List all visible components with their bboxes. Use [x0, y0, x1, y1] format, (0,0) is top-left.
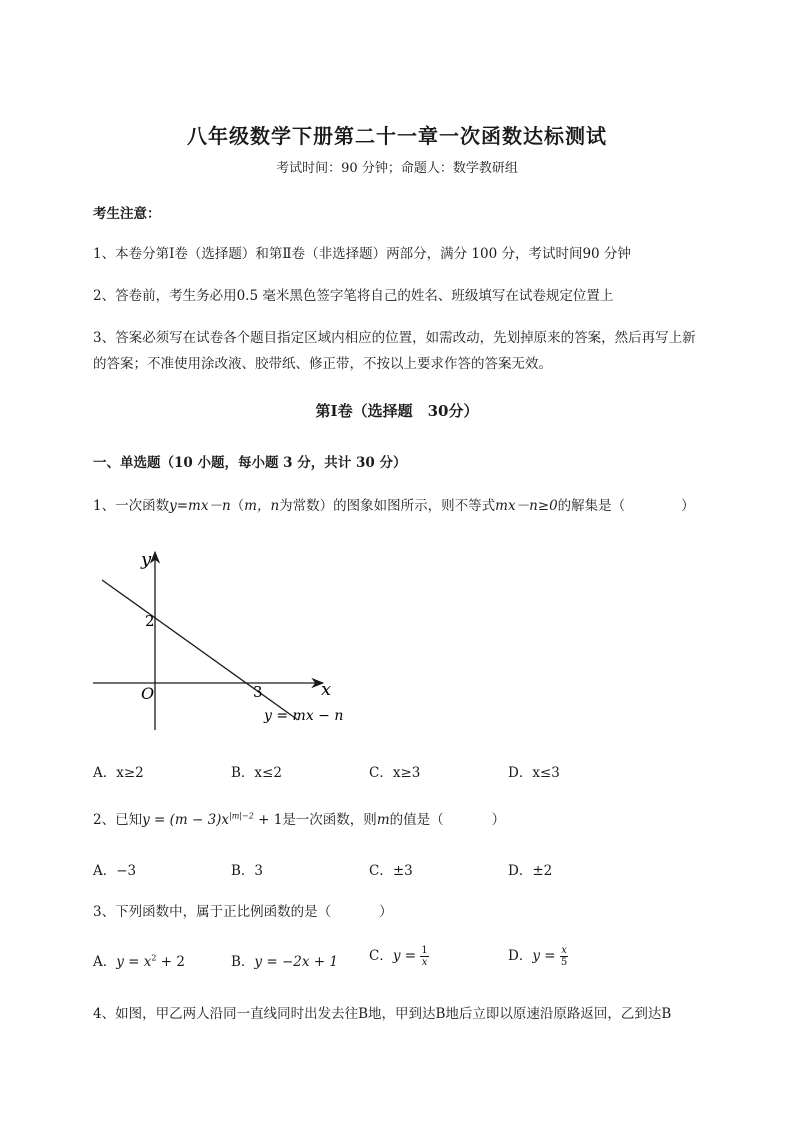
q2-close: ）	[491, 812, 506, 828]
notice-heading: 考生注意：	[93, 206, 161, 222]
origin-label: O	[141, 684, 155, 703]
q2-option-c[interactable]: C．±3	[369, 863, 413, 879]
notice-item-1: 1、本卷分第Ⅰ卷（选择题）和第Ⅱ卷（非选择题）两部分，满分 100 分，考试时间90 分钟	[93, 246, 631, 262]
q3-a-label: A．	[93, 954, 117, 970]
q2-suffix: 是一次函数，则	[282, 812, 377, 828]
question-4: 4、如图，甲乙两人沿同一直线同时出发去往B地，甲到达B地后立即以原速沿原路返回，乙到达B	[93, 1006, 672, 1022]
q1-expr: y=mx－n	[169, 498, 231, 514]
q3-c-fraction	[420, 945, 428, 968]
q3-option-b[interactable]	[231, 950, 338, 970]
notice-item-2: 2、答卷前，考生务必用0.5 毫米黑色签字笔将自己的姓名、班级填写在试卷规定位置上	[93, 288, 614, 304]
q3-text: 3、下列函数中，属于正比例函数的是（	[93, 904, 332, 920]
q1-prefix: 1、一次函数	[93, 498, 170, 514]
q2-var: m	[376, 812, 390, 828]
q3-d-num: x	[561, 945, 567, 956]
q2-suffix2: 的值是（	[389, 812, 444, 828]
q2-option-b[interactable]: B．3	[231, 863, 264, 879]
q3-c-expr: y =	[392, 948, 417, 964]
q3-option-c[interactable]	[369, 944, 429, 968]
y-intercept-label: 2	[145, 612, 155, 630]
notice-item-3: 3、答案必须写在试卷各个题目指定区域内相应的位置，如需改动，先划掉原来的答案，然后再写上新	[93, 330, 696, 346]
x-axis-label: x	[321, 679, 332, 700]
page-title: 八年级数学下册第二十一章一次函数达标测试	[187, 124, 607, 148]
section-title: 第Ⅰ卷（选择题 30分）	[315, 402, 479, 420]
q1-mid2: 为常数）的图象如图所示，则不等式	[279, 498, 496, 514]
question-2	[93, 808, 505, 828]
q2-expr: y = (m − 3)x	[142, 812, 230, 828]
question-1	[93, 494, 695, 514]
x-intercept-label: 3	[253, 683, 263, 701]
line-equation-label: y = mx − n	[264, 708, 344, 724]
q3-d-label: D．	[508, 948, 533, 964]
q1-option-c[interactable]: C．x≥3	[369, 765, 421, 781]
notice-item-3-cont: 的答案；不准使用涂改液、胶带纸、修正带，不按以上要求作答的答案无效。	[93, 356, 552, 372]
q3-b-label: B．	[231, 954, 255, 970]
q1-vars: m，n	[244, 498, 280, 514]
q1-option-b[interactable]: B．x≤2	[231, 765, 282, 781]
q1-suffix: 的解集是（	[557, 498, 626, 514]
q3-a-expr: y = x	[116, 954, 152, 970]
exam-subtitle: 考试时间：90 分钟；命题人：数学教研组	[276, 161, 518, 176]
q2-option-a[interactable]: A．−3	[93, 863, 137, 879]
y-axis-label: y	[141, 549, 152, 570]
q3-a-tail: + 2	[156, 954, 185, 970]
q3-d-den: 5	[560, 957, 568, 968]
q1-inequality: mx－n≥0	[495, 498, 558, 514]
q3-option-d[interactable]	[508, 944, 568, 968]
q2-prefix: 2、已知	[93, 812, 143, 828]
question-3	[93, 900, 393, 920]
q2-exponent: |m|−2	[229, 811, 254, 821]
function-line	[102, 580, 298, 720]
q3-d-expr: y =	[532, 948, 556, 964]
q3-close: ）	[379, 904, 393, 920]
q1-function-graph	[88, 540, 348, 735]
q3-a-sup: 2	[151, 953, 157, 963]
q3-option-a[interactable]	[93, 950, 185, 970]
q1-mid: （	[230, 498, 245, 514]
part-heading: 一、单选题（10 小题，每小题 3 分，共计 30 分）	[93, 455, 407, 471]
q3-c-num: 1	[421, 945, 428, 956]
q3-c-den: x	[421, 957, 428, 968]
q1-option-d[interactable]: D．x≤3	[508, 765, 560, 781]
q3-c-label: C．	[369, 948, 393, 964]
q3-d-fraction	[560, 945, 568, 968]
q2-expr-tail: + 1	[253, 812, 283, 828]
q2-option-d[interactable]: D．±2	[508, 863, 553, 879]
q1-option-a[interactable]: A．x≥2	[93, 765, 144, 781]
q1-close: ）	[681, 498, 695, 514]
q3-b-expr: y = −2x + 1	[254, 954, 338, 970]
